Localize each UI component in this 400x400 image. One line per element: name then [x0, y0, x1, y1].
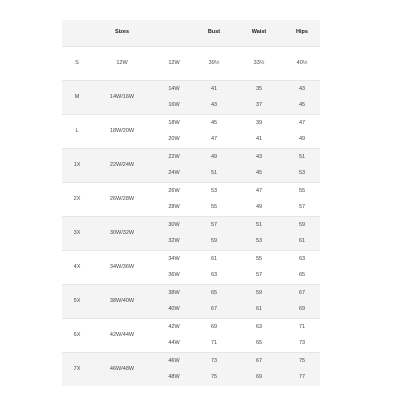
w-size-cell: 12W [168, 60, 180, 66]
size-label: 3X [73, 230, 81, 236]
hips-cell: 53 [298, 170, 306, 176]
bust-cell: 65 [210, 290, 218, 296]
hips-cell: 73 [298, 340, 306, 346]
w-size-cell: 36W [168, 272, 180, 278]
waist-cell: 49 [255, 204, 263, 210]
w-size-cell: 38W [168, 290, 180, 296]
table-row [62, 216, 320, 250]
hips-cell: 61 [298, 238, 306, 244]
size-range-cell: 34W/36W [109, 264, 135, 270]
hips-cell: 43 [298, 86, 306, 92]
size-range-cell: 12W [116, 60, 128, 66]
hips-cell: 57 [298, 204, 306, 210]
bust-cell: 47 [210, 136, 218, 142]
bust-cell: 49 [210, 154, 218, 160]
bust-header: Bust [207, 29, 221, 35]
hips-cell: 51 [298, 154, 306, 160]
hips-cell: 65 [298, 272, 306, 278]
waist-cell: 45 [255, 170, 263, 176]
w-size-cell: 26W [168, 188, 180, 194]
size-range-cell: 30W/32W [109, 230, 135, 236]
waist-cell: 61 [255, 306, 263, 312]
w-size-cell: 42W [168, 324, 180, 330]
waist-cell: 43 [255, 154, 263, 160]
bust-cell: 41 [210, 86, 218, 92]
bust-cell: 55 [210, 204, 218, 210]
size-label: L [75, 128, 79, 134]
size-label: S [75, 60, 79, 66]
waist-cell: 51 [255, 222, 263, 228]
table-row [62, 352, 320, 386]
table-row [62, 250, 320, 284]
waist-cell: 67 [255, 358, 263, 364]
waist-cell: 63 [255, 324, 263, 330]
w-size-cell: 20W [168, 136, 180, 142]
bust-cell: 45 [210, 120, 218, 126]
table-row [62, 284, 320, 318]
table-row [62, 318, 320, 352]
hips-cell: 71 [298, 324, 306, 330]
size-range-cell: 22W/24W [109, 162, 135, 168]
w-size-cell: 14W [168, 86, 180, 92]
size-range-cell: 46W/48W [109, 366, 135, 372]
bust-cell: 43 [210, 102, 218, 108]
w-size-cell: 40W [168, 306, 180, 312]
w-size-cell: 46W [168, 358, 180, 364]
waist-cell: 41 [255, 136, 263, 142]
hips-header: Hips [296, 29, 308, 35]
hips-cell: 75 [298, 358, 306, 364]
w-size-cell: 18W [168, 120, 180, 126]
table-row [62, 114, 320, 148]
hips-cell: 67 [298, 290, 306, 296]
bust-cell: 71 [210, 340, 218, 346]
table-row [62, 148, 320, 182]
hips-cell: 45 [298, 102, 306, 108]
bust-cell: 67 [210, 306, 218, 312]
waist-cell: 59 [255, 290, 263, 296]
size-chart-table [62, 20, 320, 386]
waist-cell: 39 [255, 120, 263, 126]
waist-cell: 53 [255, 238, 263, 244]
size-range-cell: 26W/28W [109, 196, 135, 202]
hips-cell: 49 [298, 136, 306, 142]
waist-cell: 57 [255, 272, 263, 278]
waist-cell: 33½ [253, 60, 265, 66]
waist-cell: 55 [255, 256, 263, 262]
waist-cell: 47 [255, 188, 263, 194]
size-range-cell: 18W/20W [109, 128, 135, 134]
bust-cell: 59 [210, 238, 218, 244]
hips-cell: 55 [298, 188, 306, 194]
size-range-cell: 14W/16W [109, 94, 135, 100]
bust-cell: 53 [210, 188, 218, 194]
size-chart-header [62, 20, 320, 46]
size-label: 2X [73, 196, 81, 202]
bust-cell: 73 [210, 358, 218, 364]
bust-cell: 61 [210, 256, 218, 262]
table-row [62, 182, 320, 216]
w-size-cell: 34W [168, 256, 180, 262]
bust-cell: 39½ [208, 60, 220, 66]
hips-cell: 59 [298, 222, 306, 228]
w-size-cell: 22W [168, 154, 180, 160]
bust-cell: 57 [210, 222, 218, 228]
w-size-cell: 28W [168, 204, 180, 210]
bust-cell: 69 [210, 324, 218, 330]
size-range-cell: 42W/44W [109, 332, 135, 338]
hips-cell: 40½ [296, 60, 308, 66]
hips-cell: 77 [298, 374, 306, 380]
size-label: 6X [73, 332, 81, 338]
hips-cell: 47 [298, 120, 306, 126]
size-label: 7X [73, 366, 81, 372]
size-label: 5X [73, 298, 81, 304]
waist-cell: 37 [255, 102, 263, 108]
w-size-cell: 30W [168, 222, 180, 228]
w-size-cell: 44W [168, 340, 180, 346]
w-size-cell: 48W [168, 374, 180, 380]
bust-cell: 75 [210, 374, 218, 380]
w-size-cell: 32W [168, 238, 180, 244]
table-row [62, 46, 320, 80]
waist-cell: 69 [255, 374, 263, 380]
w-size-cell: 16W [168, 102, 180, 108]
size-label: 4X [73, 264, 81, 270]
table-row [62, 80, 320, 114]
size-label: M [74, 94, 80, 100]
w-size-cell: 24W [168, 170, 180, 176]
hips-cell: 69 [298, 306, 306, 312]
bust-cell: 51 [210, 170, 218, 176]
waist-cell: 35 [255, 86, 263, 92]
hips-cell: 63 [298, 256, 306, 262]
waist-header: Waist [251, 29, 267, 35]
sizes-header: Sizes [114, 29, 130, 35]
size-range-cell: 38W/40W [109, 298, 135, 304]
bust-cell: 63 [210, 272, 218, 278]
size-label: 1X [73, 162, 81, 168]
waist-cell: 65 [255, 340, 263, 346]
